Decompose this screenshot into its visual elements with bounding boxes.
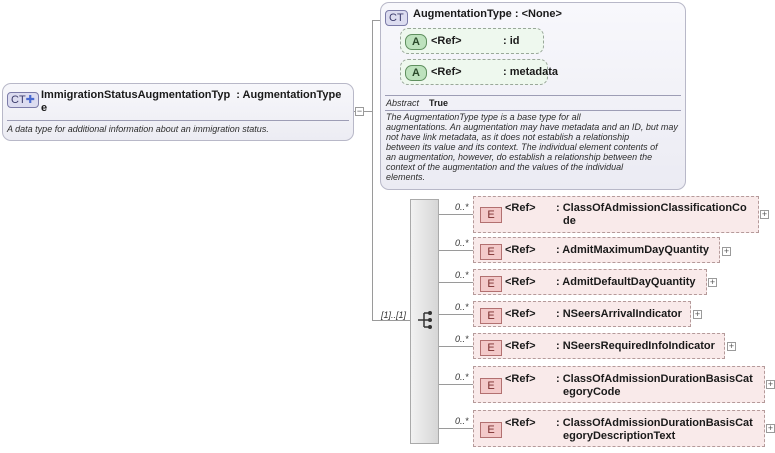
element-occurrence: 0..* [455, 372, 469, 382]
element-occurrence: 0..* [455, 270, 469, 280]
main-complex-type[interactable] [2, 83, 354, 141]
element-admit-default-day-quantity[interactable] [473, 269, 707, 295]
element-class-of-admission-duration-basis-category-description-text[interactable] [473, 410, 765, 447]
element-name: : ClassOfAdmissionDurationBasisCat egoryCode [556, 373, 753, 398]
element-icon: E [480, 340, 502, 356]
element-ref: <Ref> [505, 308, 536, 320]
element-admit-maximum-day-quantity[interactable] [473, 237, 720, 263]
element-name: : NSeersArrivalIndicator [556, 308, 682, 320]
connector-element-4 [439, 314, 473, 315]
element-nseers-required-info-indicator[interactable] [473, 333, 725, 359]
sequence-icon [416, 310, 434, 330]
connector-to-augmentation [372, 20, 380, 21]
augmentation-type-box[interactable] [380, 2, 686, 190]
element-class-of-admission-duration-basis-category-code[interactable] [473, 366, 765, 403]
complex-type-icon: CT [385, 10, 408, 26]
element-icon: E [480, 207, 502, 223]
attribute-id[interactable] [400, 28, 544, 54]
element-ref: <Ref> [505, 340, 536, 352]
main-description: A data type for additional information about an immigration status. [7, 124, 269, 134]
connector-element-1 [439, 214, 473, 215]
element-icon: E [480, 276, 502, 292]
connector-element-3 [439, 282, 473, 283]
expand-toggle[interactable]: + [709, 277, 716, 287]
main-title [41, 89, 351, 115]
attribute-name: : id [503, 35, 520, 47]
attribute-icon: A [405, 34, 427, 50]
element-name: : AdmitDefaultDayQuantity [556, 276, 696, 288]
abstract-value: True [429, 98, 449, 108]
element-ref: <Ref> [505, 373, 536, 385]
complex-type-icon: CT✚ [7, 92, 39, 108]
element-occurrence: 0..* [455, 334, 469, 344]
element-occurrence: 0..* [455, 202, 469, 212]
abstract-label: Abstract [386, 98, 420, 108]
aug-badge [385, 8, 408, 26]
element-icon: E [480, 244, 502, 260]
main-type-name: ImmigrationStatusAugmentationTyp [41, 89, 231, 101]
element-name: : ClassOfAdmissionClassificationCo de [556, 202, 747, 227]
connector-to-sequence [372, 320, 410, 321]
divider [385, 110, 681, 111]
main-base-type: : AugmentationType [236, 89, 342, 101]
element-icon: E [480, 422, 502, 438]
augmentation-title: AugmentationType : <None> [413, 8, 562, 20]
element-ref: <Ref> [505, 417, 536, 429]
element-icon: E [480, 378, 502, 394]
sequence-occurrence: [1]..[1] [381, 310, 407, 320]
element-nseers-arrival-indicator[interactable] [473, 301, 691, 327]
connector-element-7 [439, 428, 473, 429]
divider [385, 95, 681, 96]
attribute-ref: <Ref> [431, 66, 462, 78]
element-ref: <Ref> [505, 202, 536, 214]
expand-toggle[interactable]: + [761, 209, 768, 219]
attribute-ref: <Ref> [431, 35, 462, 47]
connector-trunk [372, 20, 373, 321]
attribute-name: : metadata [503, 66, 559, 78]
attribute-metadata[interactable] [400, 59, 559, 85]
collapse-toggle-main[interactable]: − [356, 106, 363, 116]
expand-toggle[interactable]: + [694, 309, 701, 319]
connector-element-2 [439, 250, 473, 251]
element-occurrence: 0..* [455, 238, 469, 248]
element-occurrence: 0..* [455, 302, 469, 312]
main-type-name-wrap: e [41, 102, 48, 114]
element-name: : NSeersRequiredInfoIndicator [556, 340, 715, 352]
element-occurrence: 0..* [455, 416, 469, 426]
augmentation-description: The AugmentationType type is a base type for all augmentations. An augmentation may have metadata and an ID, but may not have link metadata, as it does not establish a relationship between its value and its context. The individual element contents of an augmentation, however, do establish a relationship between the context of the augmentation and the values of the individual elements. [386, 112, 678, 182]
element-name: : AdmitMaximumDayQuantity [556, 244, 710, 256]
element-ref: <Ref> [505, 276, 536, 288]
expand-toggle[interactable]: + [723, 246, 730, 256]
expand-toggle[interactable]: + [767, 423, 774, 433]
ct-badge [7, 90, 39, 108]
expand-toggle[interactable]: + [767, 379, 774, 389]
divider [7, 120, 349, 121]
connector-element-6 [439, 384, 473, 385]
expand-toggle[interactable]: + [728, 341, 735, 351]
connector-element-5 [439, 346, 473, 347]
element-icon: E [480, 308, 502, 324]
attribute-icon: A [405, 65, 427, 81]
element-ref: <Ref> [505, 244, 536, 256]
element-class-of-admission-classification-code[interactable] [473, 196, 759, 233]
element-name: : ClassOfAdmissionDurationBasisCat egoryDescriptionText [556, 417, 753, 442]
